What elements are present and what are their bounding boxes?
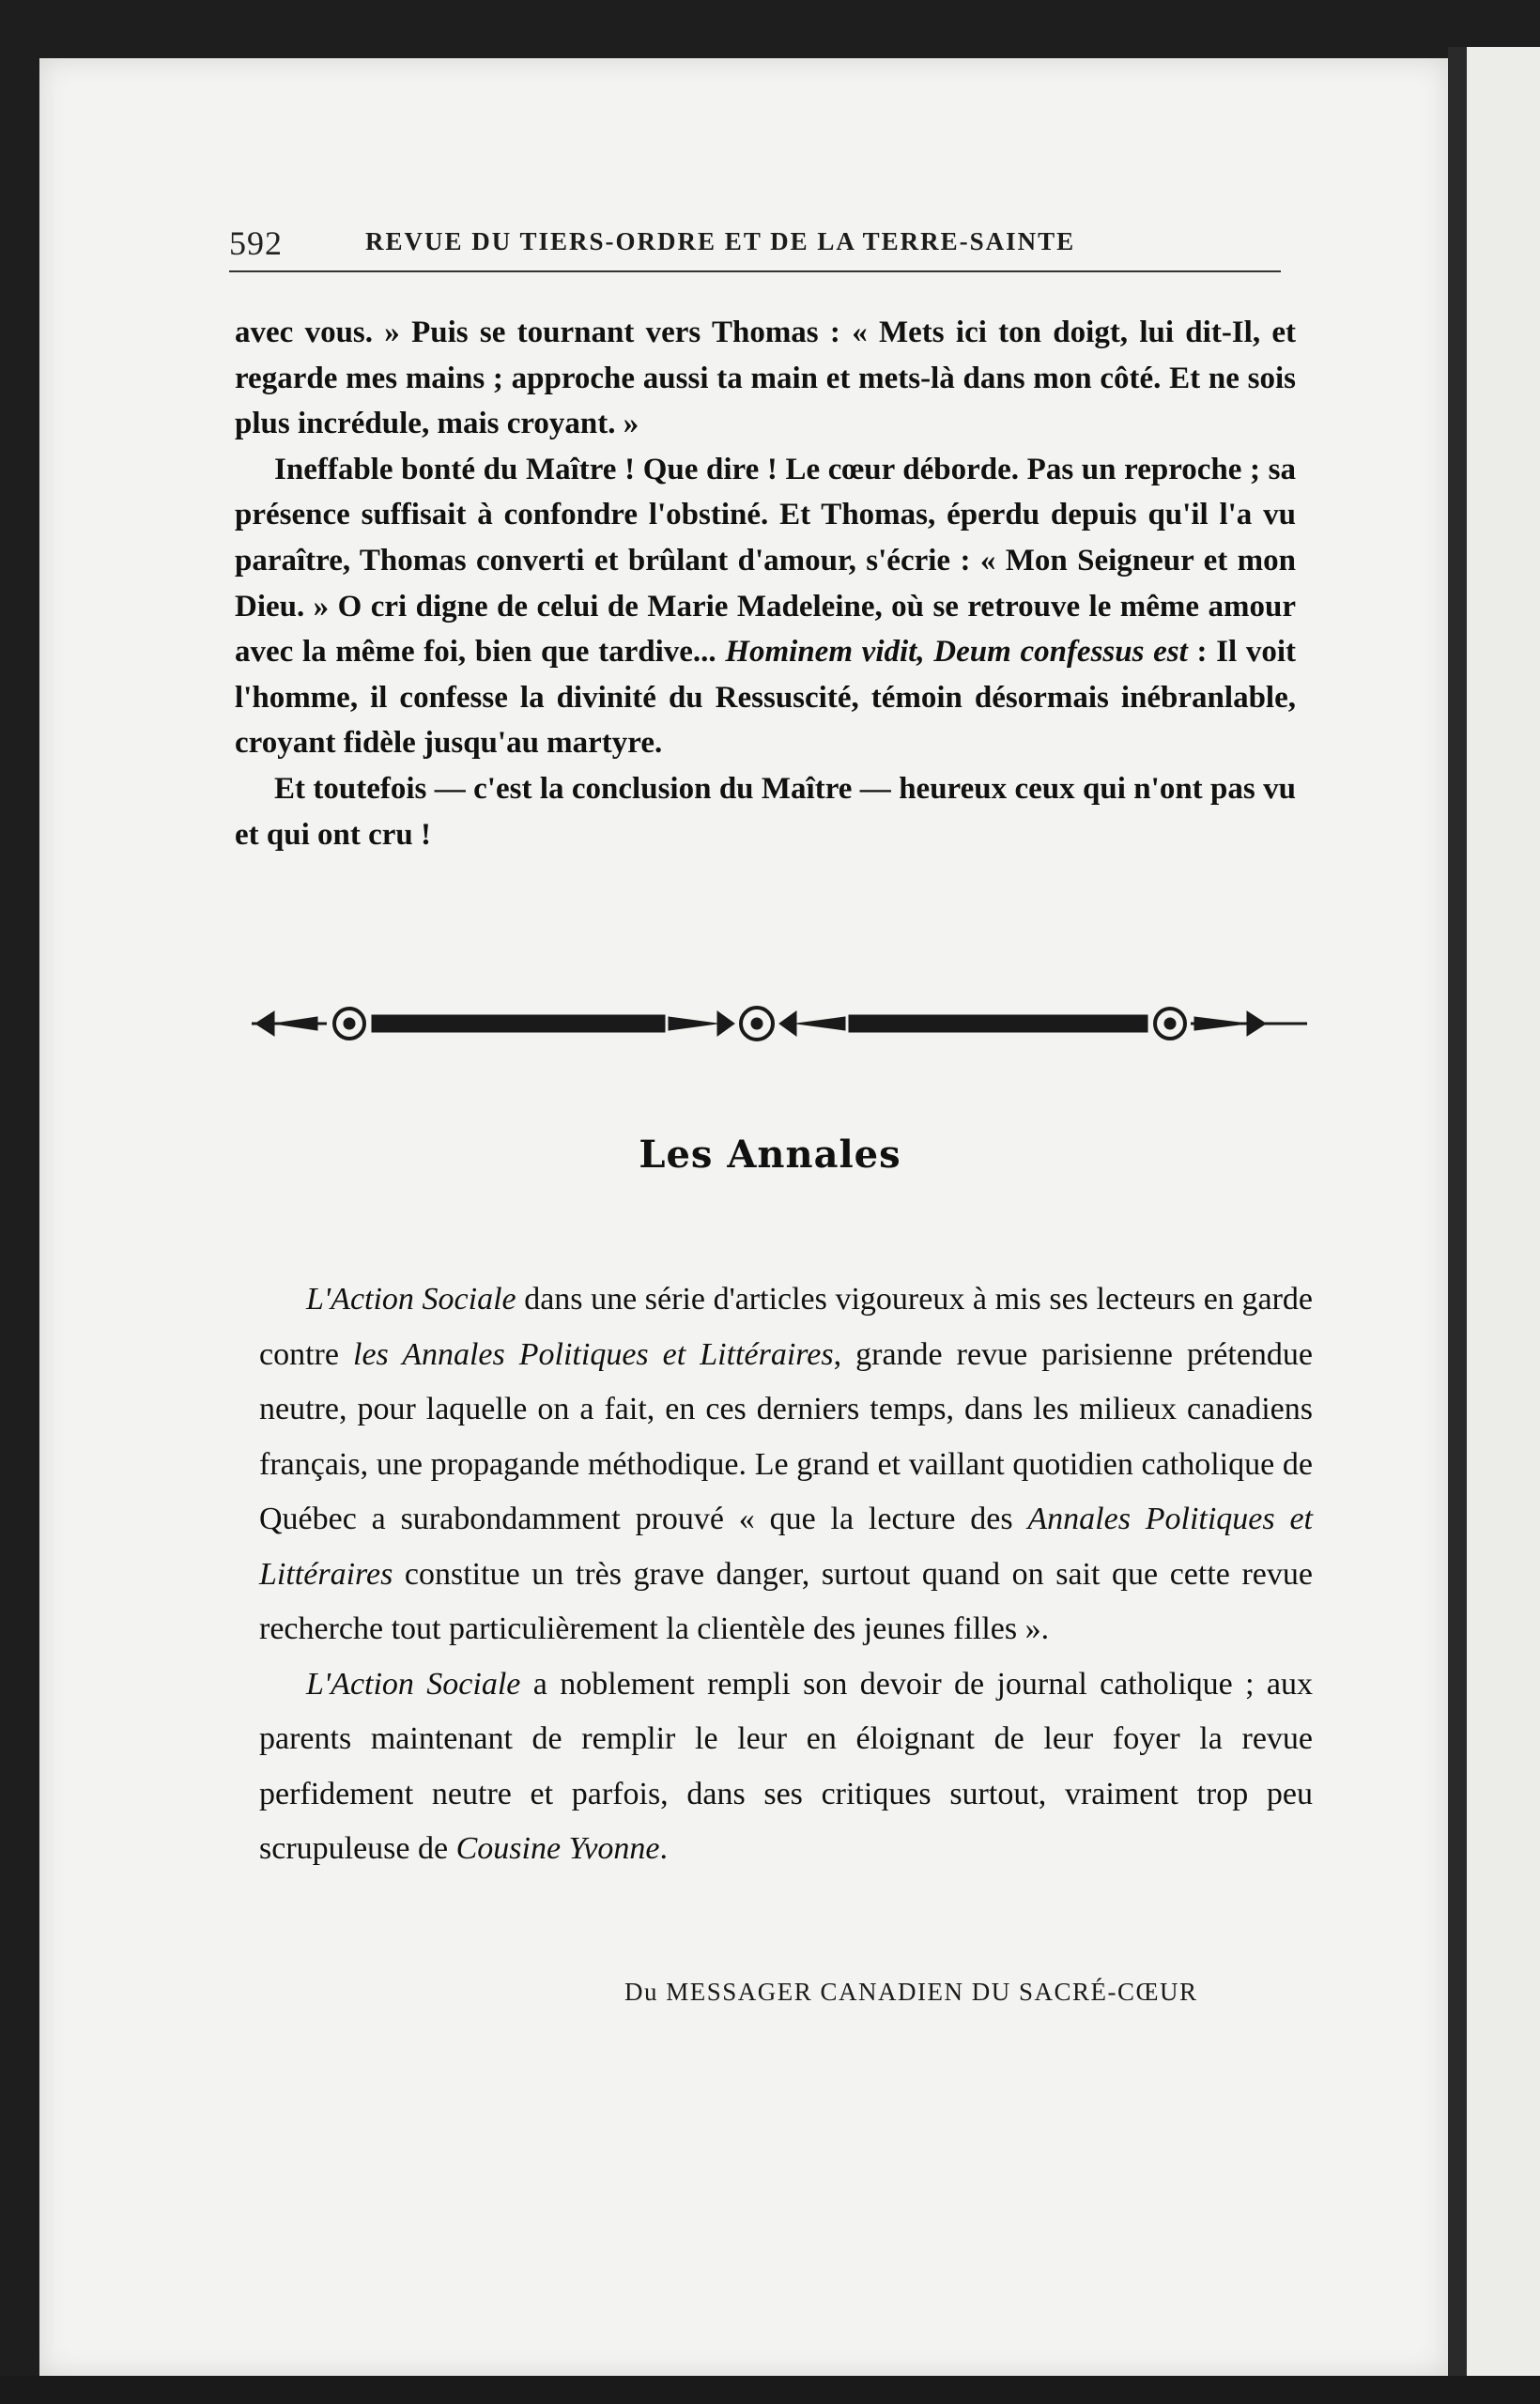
journal-title: L'Action Sociale — [306, 1282, 516, 1317]
annales-article — [259, 1272, 1313, 1877]
body-text-top — [235, 310, 1296, 857]
text-run: a noblement rempli son devoir de journal catholique ; aux parents maintenant de remplir le leur en éloignant de leur foyer la revue perfidement neutre et parfois, dans ses critiques surtout, vraiment trop peu scrupuleuse de — [259, 1666, 1313, 1866]
paragraph: avec vous. » Puis se tournant vers Thomas : « Mets ici ton doigt, lui dit-Il, et regarde mes mains ; approche aussi ta main et mets-là dans mon côté. Et ne sois plus incrédule, mais croyant. » — [235, 316, 1296, 441]
paragraph — [259, 1272, 1313, 1657]
page-gutter — [1448, 47, 1467, 2376]
ornamental-divider — [252, 991, 1311, 1056]
latin-quote: Hominem vidit, Deum confessus est — [725, 635, 1188, 670]
text-run: . — [659, 1831, 669, 1866]
journal-title: Annales Politiques et Littéraires — [259, 1502, 1313, 1592]
text-run: dans une série d'articles vigoureux à mis ses lecteurs en garde contre — [259, 1282, 1313, 1372]
running-header — [229, 218, 1281, 272]
paragraph — [259, 1657, 1313, 1877]
text-run: Ineffable bonté du Maître ! Que dire ! Le cœur déborde. Pas un reproche ; sa présence suffisait à confondre l'obstiné. Et Thomas, éperdu depuis qu'il l'a vu paraître, Thomas converti et brûlant d'amour, s'écrie : « Mon Seigneur et mon Dieu. » O cri digne de celui de Marie Madeleine, où se retrouve le même amour avec la même foi, bien que tardive... — [235, 452, 1296, 670]
paragraph — [235, 447, 1296, 766]
scan-bottom-edge — [0, 2376, 1540, 2404]
paragraph: Et toutefois — c'est la conclusion du Maître — heureux ceux qui n'ont pas vu et qui ont cru ! — [235, 771, 1296, 852]
section-title: Les Annales — [639, 1133, 901, 1177]
text-run: : Il voit l'homme, il confesse la divinité du Ressuscité, témoin désormais inébranlable, croyant fidèle jusqu'au martyre. — [235, 635, 1296, 761]
journal-title: les Annales Politiques et Littéraires — [353, 1336, 834, 1372]
text-run: constitue un très grave danger, surtout quand on sait que cette revue recherche tout particulièrement la clientèle des jeunes filles ». — [259, 1556, 1313, 1646]
facing-page-edge — [1467, 47, 1540, 2395]
source-attribution: Du MESSAGER CANADIEN DU SACRÉ-CŒUR — [624, 1978, 1198, 2006]
text-run: , grande revue parisienne prétendue neutre, pour laquelle on a fait, en ces derniers temps, dans les milieux canadiens français, une propagande méthodique. Le grand et vaillant quotidien catholique de Québec a surabondamment prouvé « que la lecture des — [259, 1336, 1313, 1536]
journal-title: L'Action Sociale — [306, 1666, 521, 1702]
journal-title: Cousine Yvonne — [455, 1831, 660, 1866]
page-number: 592 — [229, 224, 283, 262]
running-title: REVUE DU TIERS-ORDRE ET DE LA TERRE-SAINTE — [365, 227, 1076, 255]
